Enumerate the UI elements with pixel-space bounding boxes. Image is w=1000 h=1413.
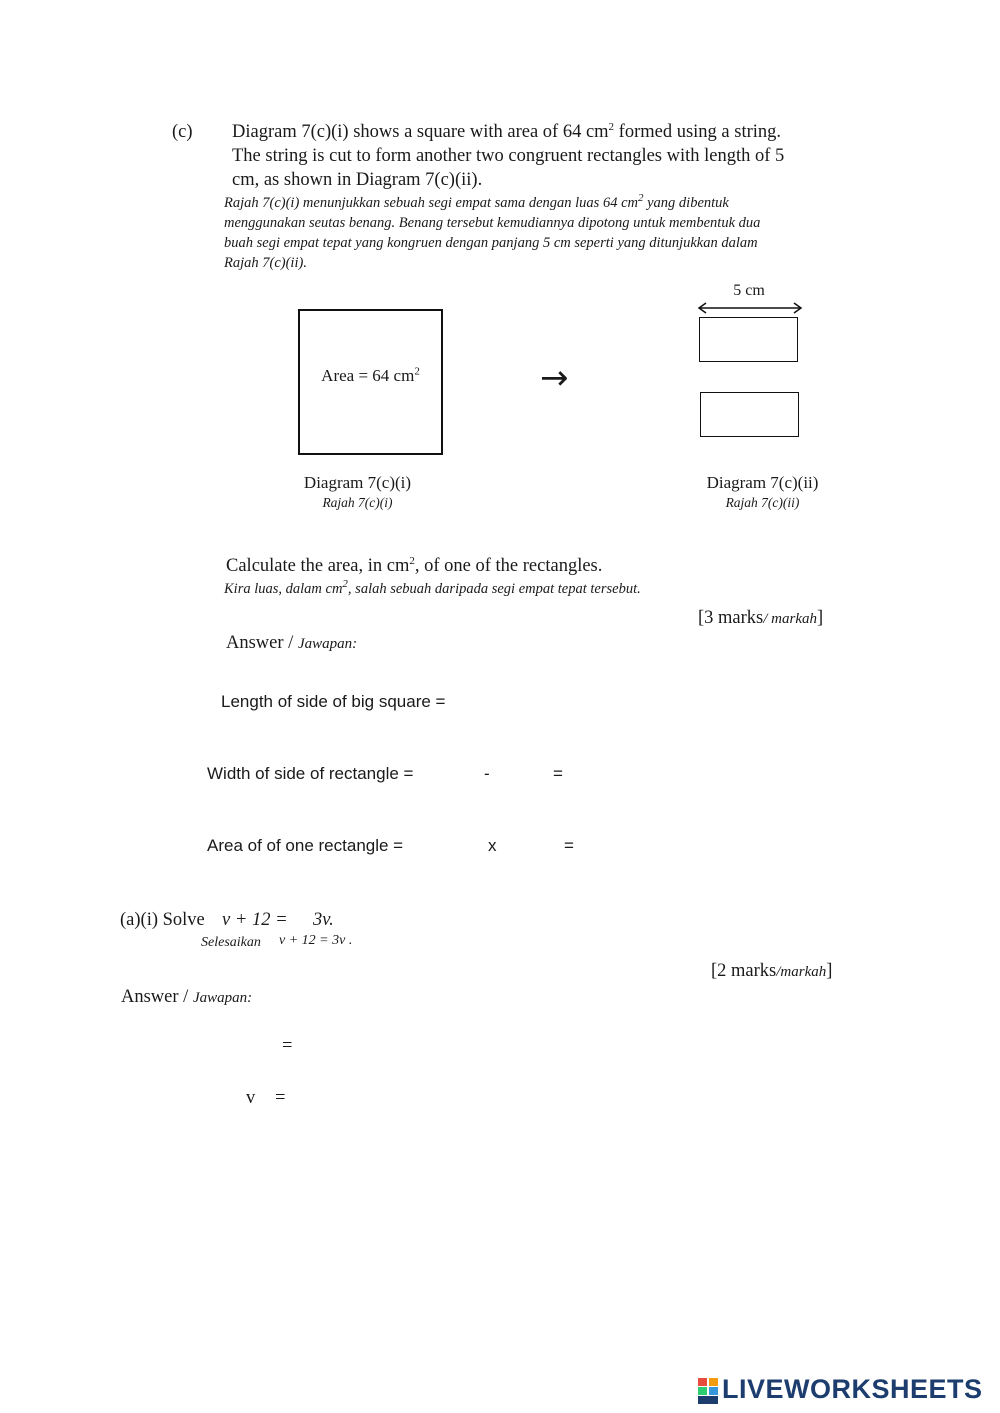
answer-label [121, 985, 252, 1010]
text-segment: [3 marks [698, 608, 764, 628]
text-segment: Rajah 7(c)(i) menunjukkan sebuah segi empat sama dengan luas 64 cm [224, 195, 638, 211]
text-segment: formed using a string. [614, 122, 782, 142]
answer-field-width-a[interactable] [438, 760, 480, 788]
answer-field-side-length[interactable] [470, 688, 590, 716]
variable-v: v [246, 1088, 256, 1108]
text-segment: , salah sebuah daripada segi empat tepat tersebut. [347, 581, 641, 597]
text-segment: Jawapan: [192, 990, 253, 1006]
text-segment: Calculate the area, in cm [226, 556, 410, 576]
text-segment: Jawapan: [297, 636, 358, 652]
diagram-i-caption: Diagram 7(c)(i) [303, 473, 412, 492]
square-area-label [298, 366, 443, 386]
text-segment: ] [826, 961, 833, 981]
answer-field-width-result[interactable] [572, 760, 632, 788]
text-segment: / markah [763, 611, 817, 627]
equals-sign: = [275, 1088, 286, 1108]
answer-field-eq-lhs[interactable] [200, 1032, 276, 1060]
right-arrow-icon: → [540, 358, 569, 398]
answer-field-area-b[interactable] [502, 832, 562, 860]
calc-instruction-en [226, 554, 602, 578]
text-line: cm, as shown in Diagram 7(c)(ii). [232, 170, 483, 190]
text-segment: Answer / [121, 987, 193, 1007]
text-segment: yang dibentuk [643, 195, 729, 211]
answer-field-area-result[interactable] [582, 832, 642, 860]
rectangle-top [699, 317, 798, 362]
question-a-rhs: 3v. [313, 910, 334, 930]
diagram-i-caption-ms: Rajah 7(c)(i) [322, 495, 393, 510]
superscript: 2 [608, 120, 615, 133]
question-text-en [232, 120, 852, 192]
logo-block [709, 1387, 718, 1395]
equals-sign: = [553, 764, 563, 783]
text-line: The string is cut to form another two congruent rectangles with length of 5 [232, 146, 785, 166]
equals-sign: = [564, 836, 574, 855]
text-segment: Diagram 7(c)(i) shows a square with area of 64 cm [232, 122, 609, 142]
diagram-ii-caption-ms: Rajah 7(c)(ii) [725, 495, 800, 510]
answer-label [226, 631, 357, 656]
question-a-equation: v + 12 = [222, 910, 288, 930]
text-line: buah segi empat tepat yang kongruen dengan panjang 5 cm seperti yang ditunjukkan dalam [224, 235, 758, 251]
working-line-2: Width of side of rectangle = [207, 764, 414, 783]
superscript: 2 [414, 365, 420, 378]
length-label: 5 cm [733, 282, 765, 299]
working-line-3: Area of of one rectangle = [207, 836, 404, 855]
working-line-1: Length of side of big square = [221, 692, 446, 711]
text-line: menggunakan seutas benang. Benang tersebut kemudiannya dipotong untuk membentuk dua [224, 215, 761, 231]
answer-field-area-a[interactable] [424, 832, 484, 860]
superscript: 2 [637, 192, 644, 205]
brand-name: LIVEWORKSHEETS [722, 1374, 983, 1404]
logo-block [698, 1378, 707, 1386]
text-segment: Kira luas, dalam cm [224, 581, 343, 597]
question-text-ms [224, 193, 846, 273]
text-segment: [2 marks [711, 961, 777, 981]
marks-label [698, 606, 823, 631]
superscript: 2 [342, 578, 348, 591]
text-segment: Area = 64 cm [321, 366, 415, 385]
logo-block [698, 1387, 707, 1395]
calc-instruction-ms [224, 579, 641, 599]
liveworksheets-logo-icon [698, 1378, 718, 1404]
logo-block [698, 1396, 718, 1404]
logo-block [709, 1378, 718, 1386]
question-a-label: (a)(i) Solve [120, 910, 205, 930]
question-a-ms: Selesaikan [201, 935, 261, 950]
question-label: (c) [172, 122, 193, 142]
answer-field-eq-rhs[interactable] [300, 1032, 390, 1060]
superscript: 2 [409, 554, 415, 567]
text-segment: ] [817, 608, 824, 628]
answer-field-width-b[interactable] [497, 760, 549, 788]
text-segment: /markah [776, 964, 827, 980]
marks-label [711, 959, 832, 984]
text-line: Rajah 7(c)(ii). [224, 255, 307, 271]
minus-sign: - [484, 764, 490, 783]
answer-field-v[interactable] [295, 1084, 385, 1112]
equals-sign: = [282, 1036, 293, 1056]
multiply-sign: x [488, 836, 497, 855]
text-segment: Answer / [226, 633, 298, 653]
text-segment: , of one of the rectangles. [414, 556, 603, 576]
double-arrow-icon [696, 301, 804, 315]
diagram-ii-caption: Diagram 7(c)(ii) [706, 473, 819, 492]
question-a-ms-equation: v + 12 = 3v . [279, 933, 353, 948]
rectangle-bottom [700, 392, 799, 437]
